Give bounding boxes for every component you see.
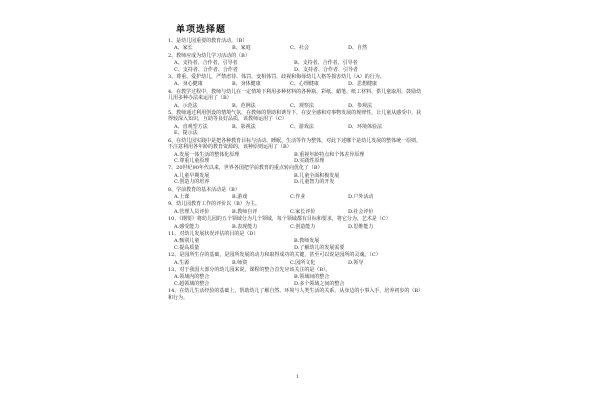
question-options (174, 224, 426, 230)
question-options (174, 194, 426, 200)
question-options (174, 60, 426, 73)
question-text: 11、对幼儿发展状况评估的目的是（D） (168, 230, 259, 237)
option-item: D.多个领域之间的整合 (294, 280, 345, 287)
option-item: A.管理人员评价 (174, 208, 210, 215)
question-options (174, 103, 426, 109)
question-options (174, 238, 426, 251)
option-item: D、支持者、合作者、引导者 (294, 66, 359, 73)
option-item: B、范例法 (232, 102, 256, 109)
option-item: A.领域内的整合 (174, 274, 210, 281)
document-page (168, 22, 426, 392)
option-item: D、参观法 (348, 102, 373, 109)
option-item: A.生源 (174, 259, 190, 266)
question-text: 14、在幼儿生活经验的基础上，帮助幼儿了解自然、环境与人类生活的关系，从身边的小事入手，培养初步的（B）和行为。 (168, 288, 424, 301)
question-options (174, 152, 426, 165)
option-item: C.提高质量 (174, 244, 200, 251)
option-item: A.上课 (174, 193, 190, 200)
option-item: A、支持者、合作者、引导者 (174, 60, 238, 67)
option-item: B.表现能力 (232, 223, 258, 230)
option-item: A、示范法 (174, 102, 198, 109)
option-item: B、支持者、合作者、引导者 (294, 60, 358, 67)
option-item: B、家庭 (232, 45, 251, 52)
question-options (174, 209, 426, 215)
question-text: 13、对于我国大部分的幼儿园来说，课程的整合首先应该关注的是（B）。 (168, 267, 331, 273)
option-item: B.重视年龄特点和个体差异原理 (294, 151, 365, 158)
option-item: C.家长评价 (290, 208, 316, 215)
option-item: B.教师自评 (232, 208, 258, 215)
option-item: C.创造能力 (290, 223, 316, 230)
question-text: 9、幼儿园教育工作的评价以（B）为主。 (168, 201, 260, 208)
question-options (174, 274, 426, 287)
option-item: C、游戏法 (290, 123, 314, 130)
question-options (174, 81, 426, 87)
option-item: D、环境体验法 (348, 123, 383, 130)
option-item: C.园所文化 (290, 259, 316, 266)
page-title: 单项选择题 (176, 25, 227, 35)
question-options (174, 173, 426, 186)
option-item: A.发展一体生活的整体化原理 (174, 151, 240, 158)
question-text: 4、在教学过程中，教师与幼儿在一定情境下利用多种材料的各种瓶、彩纸、蜡笔、纸工材料、供儿童取用，鼓励幼儿用多种办法来运用了（B） (168, 88, 422, 102)
question-text: 10、《纲要》将幼儿园的五个领域分为几个领域，每个领域都有目标和要求，将它分为，艺术是（C） (168, 216, 391, 223)
question-text: 2、教师应成为幼儿学习活动的（B） (168, 52, 250, 59)
question-options (174, 45, 426, 51)
option-item: C、社会 (290, 45, 309, 52)
question-text: 7、20世纪90年代以来，世界各国把学前教育的重点转向优化了（B） (168, 165, 323, 172)
option-item: C、心理健康 (290, 81, 319, 88)
question-text: 6、在幼儿园实践中是把各种教育目标与活动、睡眠、生活等作为整体，对此下述哪个是幼儿发展的整体统一原则，不注意利用各年龄的教育资源的，该种原则运用了（B） (168, 137, 422, 151)
question-options (174, 124, 426, 137)
question-text: 3、尊重、爱护幼儿，严禁虐待、体罚、变相体罚、歧视和侮辱幼儿人格等损害幼儿（A）的行为。 (168, 74, 385, 81)
option-item: C、观察法 (290, 102, 314, 109)
question-text: 1、是幼儿园重要的教育活动。（B） (168, 38, 248, 44)
option-item: D.儿童智力的开发 (294, 179, 335, 186)
option-item: D、自然 (348, 45, 368, 52)
option-item: C.作业 (290, 193, 306, 200)
option-item: D.思维能力 (348, 223, 374, 230)
option-item: B.领域间的整合 (294, 274, 330, 281)
question-text: 8、学前教育的基本活动是（B） (168, 186, 240, 193)
option-item: C、支持者、合作者、合作者 (174, 66, 238, 73)
option-item: A、家长 (174, 45, 193, 52)
option-item: A、直观型方法 (174, 123, 208, 130)
question-text: 12、是园所生存的基础，是园所发展的动力和取得成功的关键，甚至可以说是园所的灵魂。（C） (168, 252, 381, 259)
option-item: B.游戏 (232, 193, 248, 200)
option-item: E、提示法 (174, 130, 198, 137)
page-number: 1 (296, 374, 300, 380)
option-item: C.尊重儿童原理 (174, 157, 210, 164)
option-item: B.儿童全面积极发展 (294, 172, 340, 179)
question-text: 5、教师通过利用创设的情境气氛，在教师的帮助和诱导下，在安全感和对事物发展的规律性，让儿童从感受中，获得较深入知识，互助等良好品质，该教师运用了（C） (168, 110, 422, 123)
option-item: B、影视法 (232, 123, 256, 130)
option-item: B.教师发展 (294, 238, 320, 245)
option-item: A.儿童早期发展 (174, 172, 210, 179)
option-item: B、身体健康 (232, 81, 261, 88)
option-item: C.超领域的整合 (174, 280, 210, 287)
option-item: D.社会评价 (348, 208, 374, 215)
question-list (168, 38, 426, 301)
option-item: D.了解幼儿的发展需要 (294, 244, 345, 251)
option-item: B.师资 (232, 259, 248, 266)
option-item: C.创造力的培养 (174, 179, 210, 186)
option-item: A.感受能力 (174, 223, 200, 230)
option-item: D.领导 (348, 259, 364, 266)
option-item: D.户外活动 (348, 193, 374, 200)
question-options (174, 260, 426, 266)
option-item: D.实践性原理 (294, 157, 325, 164)
option-item: A.甄别儿童 (174, 238, 200, 245)
option-item: D、思想健康 (348, 81, 378, 88)
option-item: A、身心健康 (174, 81, 203, 88)
